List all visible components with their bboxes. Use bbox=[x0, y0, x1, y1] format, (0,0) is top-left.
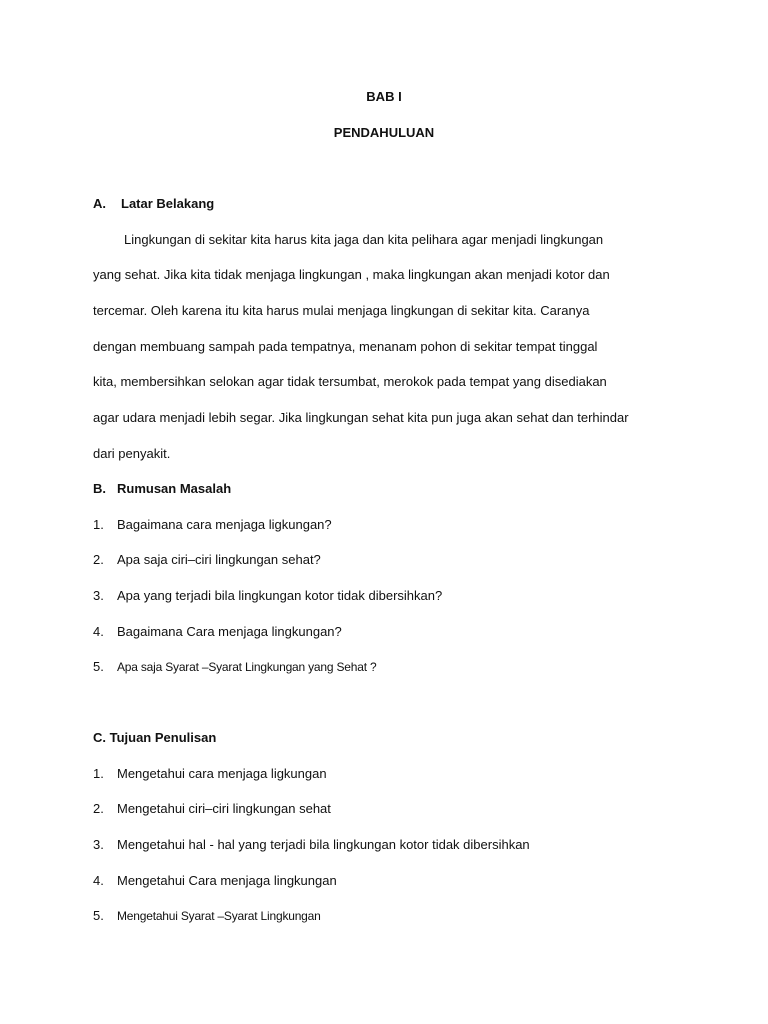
list-text: Mengetahui Cara menjaga lingkungan bbox=[117, 873, 337, 888]
list-number: 3. bbox=[93, 588, 104, 603]
paragraph-line: dengan membuang sampah pada tempatnya, menanam pohon di sekitar tempat tinggal bbox=[93, 339, 598, 354]
list-text: Mengetahui hal - hal yang terjadi bila lingkungan kotor tidak dibersihkan bbox=[117, 837, 530, 852]
paragraph-line: dari penyakit. bbox=[93, 446, 171, 461]
list-text: Apa saja ciri–ciri lingkungan sehat? bbox=[117, 552, 321, 567]
list-number: 1. bbox=[93, 766, 104, 781]
list-text: Mengetahui ciri–ciri lingkungan sehat bbox=[117, 801, 331, 816]
paragraph-line: yang sehat. Jika kita tidak menjaga lingkungan , maka lingkungan akan menjadi kotor dan bbox=[93, 267, 610, 282]
section-a-title: Latar Belakang bbox=[121, 196, 215, 211]
section-c-heading: C. Tujuan Penulisan bbox=[93, 730, 217, 745]
section-a-letter: A. bbox=[93, 196, 106, 211]
chapter-title: PENDAHULUAN bbox=[333, 125, 435, 140]
chapter-heading: BAB I bbox=[366, 89, 402, 104]
list-number: 4. bbox=[93, 624, 104, 639]
paragraph-line: kita, membersihkan selokan agar tidak tersumbat, merokok pada tempat yang disediakan bbox=[93, 374, 607, 389]
list-number: 5. bbox=[93, 659, 104, 674]
list-number: 5. bbox=[93, 908, 104, 923]
list-text: Mengetahui cara menjaga ligkungan bbox=[117, 766, 327, 781]
section-b-letter: B. bbox=[93, 481, 106, 496]
list-text: Bagaimana cara menjaga ligkungan? bbox=[117, 517, 332, 532]
paragraph-line: Lingkungan di sekitar kita harus kita jaga dan kita pelihara agar menjadi lingkungan bbox=[124, 232, 604, 247]
list-number: 1. bbox=[93, 517, 104, 532]
list-number: 2. bbox=[93, 552, 104, 567]
list-number: 3. bbox=[93, 837, 104, 852]
list-text: Apa saja Syarat –Syarat Lingkungan yang Sehat ? bbox=[117, 660, 377, 674]
list-text: Apa yang terjadi bila lingkungan kotor tidak dibersihkan? bbox=[117, 588, 443, 603]
list-number: 4. bbox=[93, 873, 104, 888]
paragraph-line: tercemar. Oleh karena itu kita harus mulai menjaga lingkungan di sekitar kita. Caranya bbox=[93, 303, 590, 318]
list-text: Mengetahui Syarat –Syarat Lingkungan bbox=[117, 909, 321, 923]
list-number: 2. bbox=[93, 801, 104, 816]
paragraph-line: agar udara menjadi lebih segar. Jika lingkungan sehat kita pun juga akan sehat dan terhindar bbox=[93, 410, 629, 425]
list-text: Bagaimana Cara menjaga lingkungan? bbox=[117, 624, 342, 639]
section-b-title: Rumusan Masalah bbox=[117, 481, 232, 496]
